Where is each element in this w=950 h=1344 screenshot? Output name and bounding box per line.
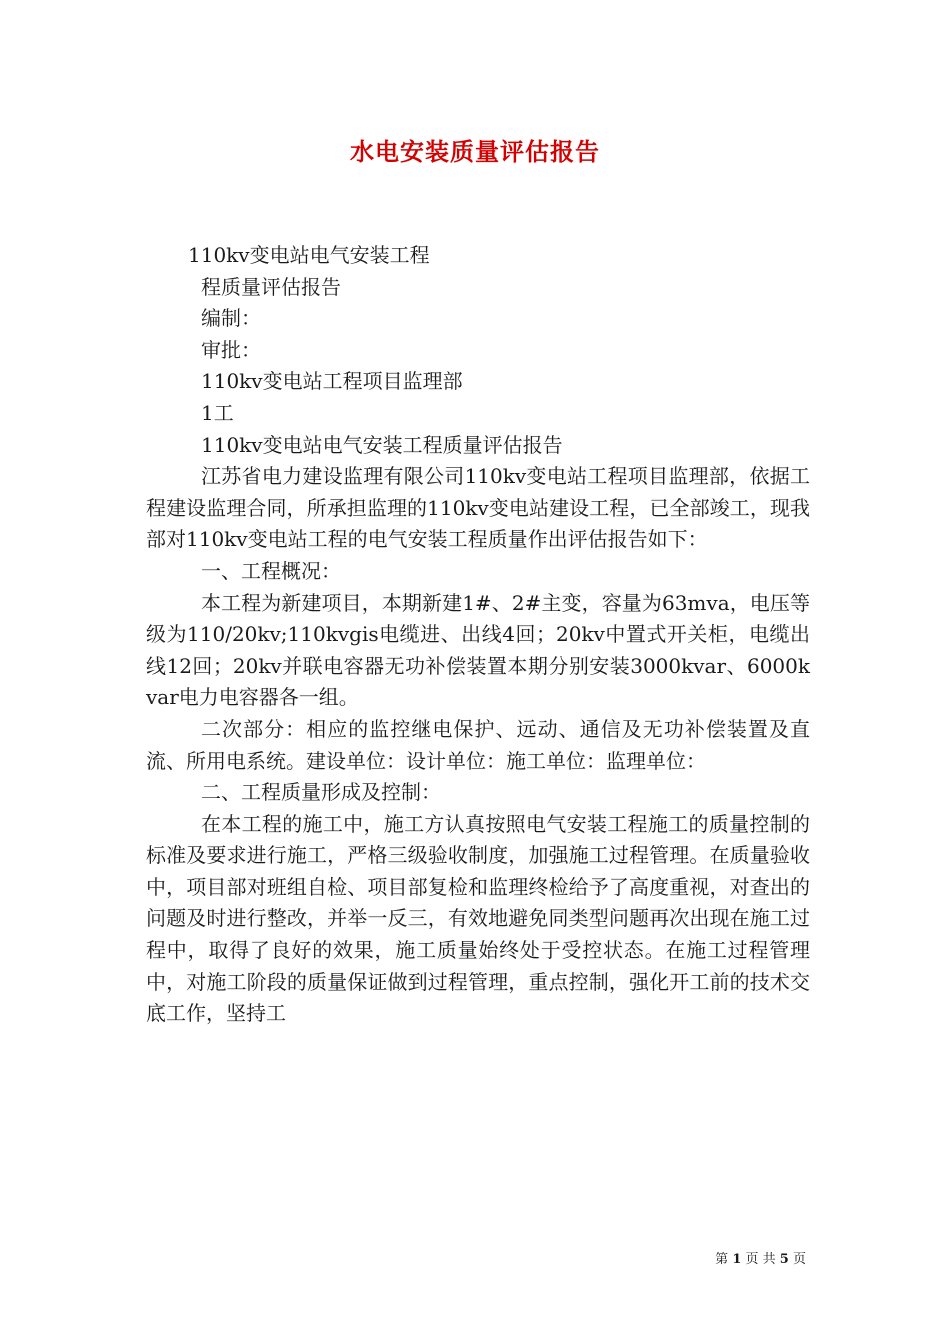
section-heading: 一、工程概况： bbox=[201, 558, 341, 583]
footer-prefix: 第 bbox=[715, 1252, 729, 1267]
header-line: 程质量评估报告 bbox=[201, 274, 341, 299]
page-footer bbox=[0, 1248, 806, 1267]
header-line: 审批： bbox=[201, 337, 261, 362]
header-line: 编制： bbox=[201, 306, 261, 331]
footer-middle: 页 共 bbox=[745, 1252, 776, 1267]
paragraph: 在本工程的施工中，施工方认真按照电气安装工程施工的质量控制的标准及要求进行施工，严格三级验收制度，加强施工过程管理。在质量验收中，项目部对班组自检、项目部复检和监理终检给予了高度重视，对查出的问题及时进行整改，并举一反三，有效地避免同类型问题再次出现在施工过程中，取得了良好的效果，施工质量始终处于受控状态。在施工过程管理中，对施工阶段的质量保证做到过程管理，重点控制，强化开工前的技术交底工作，坚持工 bbox=[146, 811, 810, 1026]
footer-page-number: 1 bbox=[732, 1252, 742, 1267]
footer-total-pages: 5 bbox=[779, 1252, 789, 1267]
paragraph: 江苏省电力建设监理有限公司110kv变电站工程项目监理部，依据工程建设监理合同，所承担监理的110kv变电站建设工程，已全部竣工，现我部对110kv变电站工程的电气安装工程质量作出评估报告如下： bbox=[146, 464, 810, 552]
header-line: 110kv变电站电气安装工程质量评估报告 bbox=[201, 432, 563, 457]
document-title: 水电安装质量评估报告 bbox=[350, 137, 600, 166]
paragraph: 本工程为新建项目，本期新建1#、2#主变，容量为63mva，电压等级为110/20kv;110kvgis电缆进、出线4回；20kv中置式开关柜，电缆出线12回；20kv并联电容器无功补偿装置本期分别安装3000kvar、6000kvar电力电容器各一组。 bbox=[146, 590, 810, 710]
header-line: 110kv变电站工程项目监理部 bbox=[201, 369, 463, 394]
section-heading: 二、工程质量形成及控制： bbox=[201, 780, 441, 805]
footer-suffix: 页 bbox=[792, 1252, 806, 1267]
header-line: 1工 bbox=[201, 400, 234, 425]
document-body bbox=[146, 240, 810, 1030]
paragraph: 二次部分：相应的监控继电保护、远动、通信及无功补偿装置及直流、所用电系统。建设单位：设计单位：施工单位：监理单位： bbox=[146, 716, 810, 773]
header-line: 110kv变电站电气安装工程 bbox=[188, 243, 430, 267]
